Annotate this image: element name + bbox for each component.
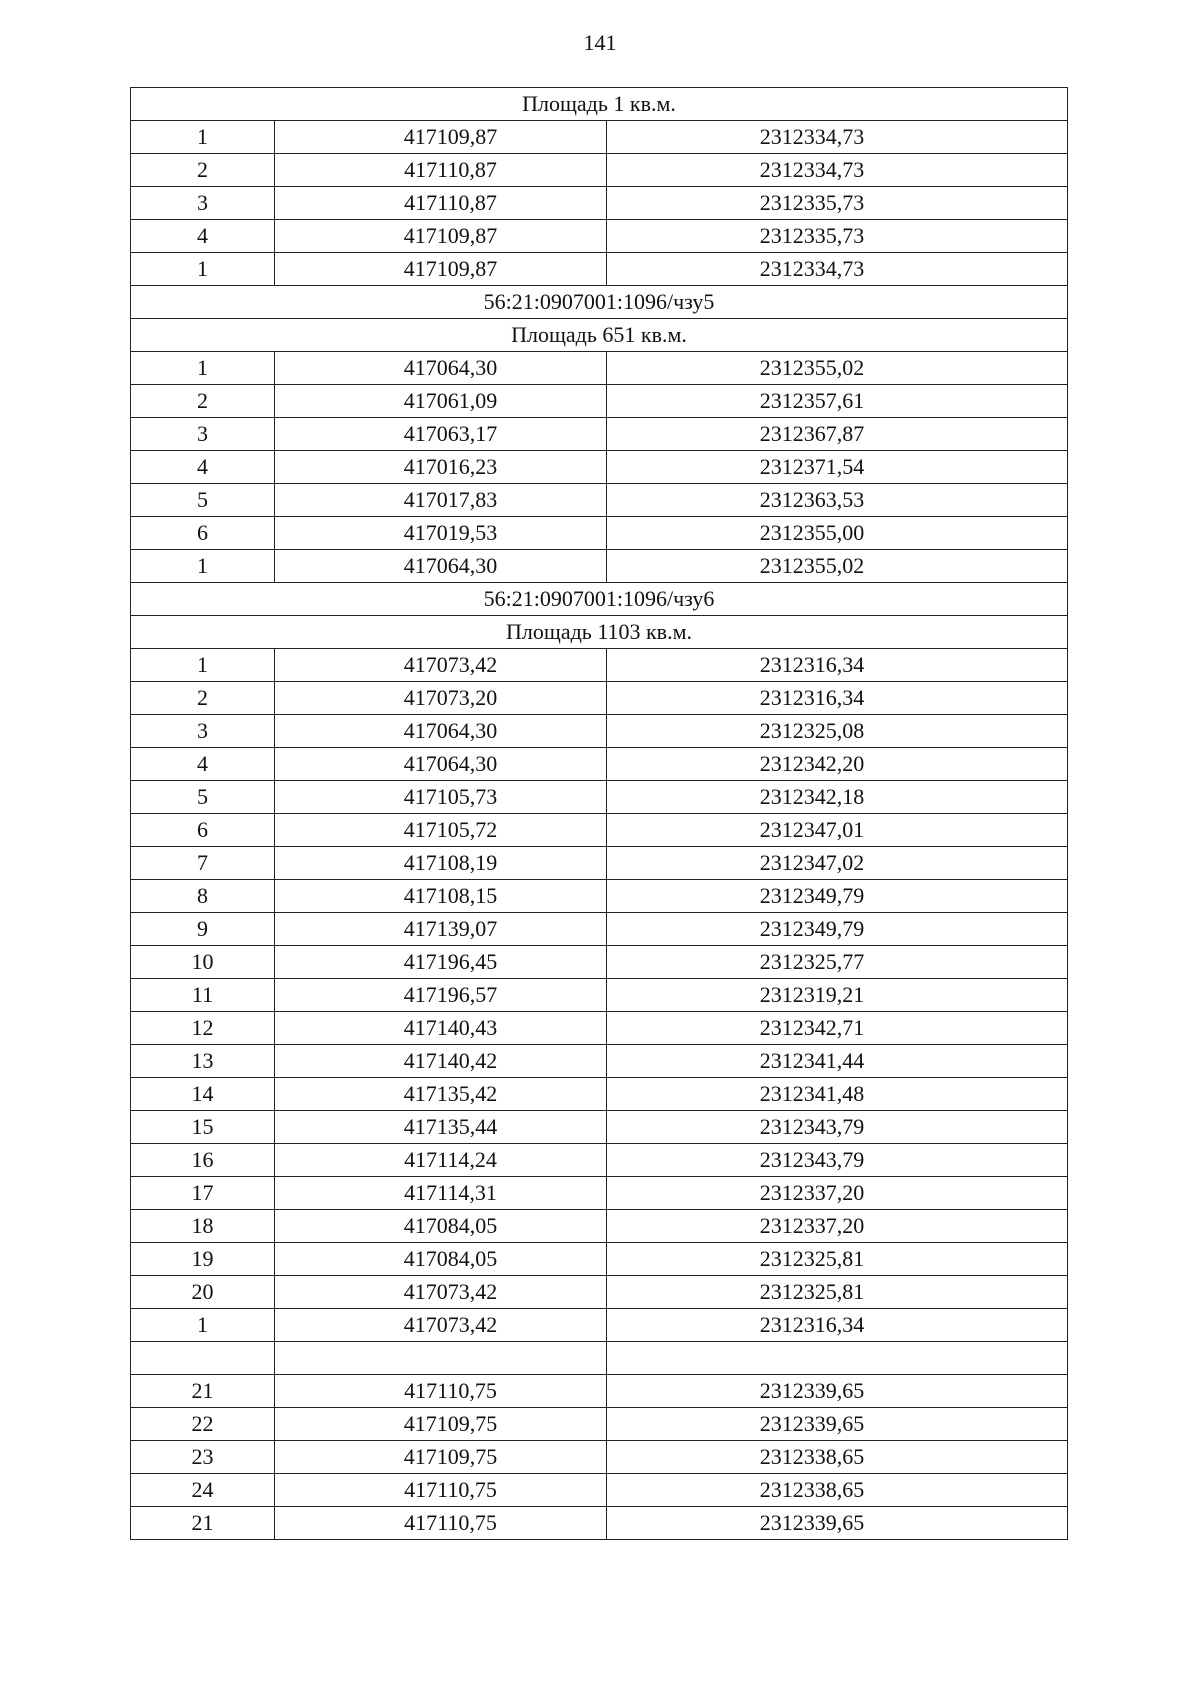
y-coordinate-cell: 2312337,20 [607, 1210, 1068, 1243]
x-coordinate-cell: 417135,44 [275, 1111, 607, 1144]
point-number-cell: 9 [131, 913, 275, 946]
table-row [131, 1507, 1068, 1540]
x-coordinate-cell: 417140,43 [275, 1012, 607, 1045]
y-coordinate-cell: 2312334,73 [607, 121, 1068, 154]
point-number-cell: 5 [131, 484, 275, 517]
x-coordinate-cell: 417196,57 [275, 979, 607, 1012]
coordinates-table-body [131, 88, 1068, 1540]
y-coordinate-cell: 2312316,34 [607, 1309, 1068, 1342]
x-coordinate-cell: 417084,05 [275, 1243, 607, 1276]
x-coordinate-cell: 417110,87 [275, 154, 607, 187]
y-coordinate-cell: 2312349,79 [607, 880, 1068, 913]
table-row [131, 418, 1068, 451]
table-row [131, 220, 1068, 253]
point-number-cell: 4 [131, 451, 275, 484]
section-header-row [131, 319, 1068, 352]
point-number-cell: 21 [131, 1375, 275, 1408]
point-number-cell: 3 [131, 187, 275, 220]
y-coordinate-cell: 2312363,53 [607, 484, 1068, 517]
x-coordinate-cell: 417063,17 [275, 418, 607, 451]
table-row [131, 1441, 1068, 1474]
x-coordinate-cell: 417108,19 [275, 847, 607, 880]
table-row [131, 1243, 1068, 1276]
y-coordinate-cell: 2312342,20 [607, 748, 1068, 781]
x-coordinate-cell: 417135,42 [275, 1078, 607, 1111]
point-number-cell: 12 [131, 1012, 275, 1045]
table-row [131, 1342, 1068, 1375]
point-number-cell: 6 [131, 814, 275, 847]
y-coordinate-cell: 2312334,73 [607, 253, 1068, 286]
y-coordinate-cell: 2312335,73 [607, 220, 1068, 253]
x-coordinate-cell: 417109,87 [275, 253, 607, 286]
x-coordinate-cell: 417108,15 [275, 880, 607, 913]
y-coordinate-cell: 2312316,34 [607, 649, 1068, 682]
point-number-cell: 1 [131, 1309, 275, 1342]
y-coordinate-cell: 2312347,01 [607, 814, 1068, 847]
x-coordinate-cell: 417019,53 [275, 517, 607, 550]
section-header-cell: Площадь 1 кв.м. [131, 88, 1068, 121]
table-row [131, 847, 1068, 880]
point-number-cell: 1 [131, 550, 275, 583]
table-row [131, 517, 1068, 550]
point-number-cell: 6 [131, 517, 275, 550]
y-coordinate-cell: 2312319,21 [607, 979, 1068, 1012]
y-coordinate-cell: 2312347,02 [607, 847, 1068, 880]
point-number-cell: 16 [131, 1144, 275, 1177]
y-coordinate-cell: 2312339,65 [607, 1408, 1068, 1441]
table-row [131, 913, 1068, 946]
point-number-cell: 2 [131, 385, 275, 418]
point-number-cell: 2 [131, 154, 275, 187]
x-coordinate-cell: 417061,09 [275, 385, 607, 418]
x-coordinate-cell: 417109,75 [275, 1408, 607, 1441]
section-header-row [131, 286, 1068, 319]
x-coordinate-cell: 417139,07 [275, 913, 607, 946]
x-coordinate-cell: 417114,31 [275, 1177, 607, 1210]
table-row [131, 979, 1068, 1012]
y-coordinate-cell: 2312325,77 [607, 946, 1068, 979]
x-coordinate-cell: 417110,75 [275, 1474, 607, 1507]
y-coordinate-cell: 2312343,79 [607, 1144, 1068, 1177]
table-row [131, 748, 1068, 781]
point-number-cell [131, 1342, 275, 1375]
y-coordinate-cell: 2312343,79 [607, 1111, 1068, 1144]
point-number-cell: 24 [131, 1474, 275, 1507]
point-number-cell: 11 [131, 979, 275, 1012]
table-row [131, 253, 1068, 286]
x-coordinate-cell: 417105,72 [275, 814, 607, 847]
section-header-row [131, 88, 1068, 121]
x-coordinate-cell: 417110,87 [275, 187, 607, 220]
table-row [131, 1375, 1068, 1408]
x-coordinate-cell: 417073,42 [275, 1276, 607, 1309]
x-coordinate-cell: 417016,23 [275, 451, 607, 484]
y-coordinate-cell: 2312325,08 [607, 715, 1068, 748]
table-row [131, 1144, 1068, 1177]
point-number-cell: 4 [131, 220, 275, 253]
x-coordinate-cell: 417140,42 [275, 1045, 607, 1078]
y-coordinate-cell: 2312316,34 [607, 682, 1068, 715]
table-row [131, 550, 1068, 583]
point-number-cell: 3 [131, 418, 275, 451]
point-number-cell: 15 [131, 1111, 275, 1144]
y-coordinate-cell: 2312367,87 [607, 418, 1068, 451]
table-row [131, 1276, 1068, 1309]
table-row [131, 1012, 1068, 1045]
x-coordinate-cell: 417109,87 [275, 220, 607, 253]
table-row [131, 1408, 1068, 1441]
point-number-cell: 18 [131, 1210, 275, 1243]
x-coordinate-cell: 417109,75 [275, 1441, 607, 1474]
point-number-cell: 1 [131, 121, 275, 154]
table-row [131, 880, 1068, 913]
table-row [131, 946, 1068, 979]
x-coordinate-cell: 417064,30 [275, 550, 607, 583]
y-coordinate-cell: 2312337,20 [607, 1177, 1068, 1210]
point-number-cell: 1 [131, 352, 275, 385]
y-coordinate-cell: 2312339,65 [607, 1375, 1068, 1408]
table-row [131, 484, 1068, 517]
y-coordinate-cell: 2312349,79 [607, 913, 1068, 946]
x-coordinate-cell: 417109,87 [275, 121, 607, 154]
point-number-cell: 20 [131, 1276, 275, 1309]
table-row [131, 814, 1068, 847]
x-coordinate-cell: 417064,30 [275, 715, 607, 748]
table-row [131, 1210, 1068, 1243]
table-row [131, 1177, 1068, 1210]
y-coordinate-cell: 2312339,65 [607, 1507, 1068, 1540]
point-number-cell: 13 [131, 1045, 275, 1078]
section-header-cell: Площадь 651 кв.м. [131, 319, 1068, 352]
section-header-cell: 56:21:0907001:1096/чзу6 [131, 583, 1068, 616]
point-number-cell: 17 [131, 1177, 275, 1210]
x-coordinate-cell: 417105,73 [275, 781, 607, 814]
point-number-cell: 2 [131, 682, 275, 715]
point-number-cell: 7 [131, 847, 275, 880]
y-coordinate-cell: 2312325,81 [607, 1243, 1068, 1276]
table-row [131, 385, 1068, 418]
point-number-cell: 4 [131, 748, 275, 781]
point-number-cell: 1 [131, 253, 275, 286]
table-row [131, 715, 1068, 748]
table-row [131, 187, 1068, 220]
y-coordinate-cell: 2312341,48 [607, 1078, 1068, 1111]
y-coordinate-cell: 2312371,54 [607, 451, 1068, 484]
table-row [131, 682, 1068, 715]
section-header-cell: Площадь 1103 кв.м. [131, 616, 1068, 649]
table-row [131, 1111, 1068, 1144]
y-coordinate-cell: 2312338,65 [607, 1474, 1068, 1507]
x-coordinate-cell: 417064,30 [275, 352, 607, 385]
x-coordinate-cell: 417084,05 [275, 1210, 607, 1243]
point-number-cell: 21 [131, 1507, 275, 1540]
x-coordinate-cell: 417017,83 [275, 484, 607, 517]
table-row [131, 121, 1068, 154]
y-coordinate-cell: 2312355,02 [607, 352, 1068, 385]
x-coordinate-cell: 417114,24 [275, 1144, 607, 1177]
x-coordinate-cell: 417073,42 [275, 649, 607, 682]
section-header-row [131, 583, 1068, 616]
point-number-cell: 3 [131, 715, 275, 748]
table-row [131, 781, 1068, 814]
y-coordinate-cell: 2312341,44 [607, 1045, 1068, 1078]
table-row [131, 1309, 1068, 1342]
section-header-cell: 56:21:0907001:1096/чзу5 [131, 286, 1068, 319]
y-coordinate-cell: 2312338,65 [607, 1441, 1068, 1474]
x-coordinate-cell: 417110,75 [275, 1507, 607, 1540]
y-coordinate-cell: 2312357,61 [607, 385, 1068, 418]
point-number-cell: 23 [131, 1441, 275, 1474]
point-number-cell: 19 [131, 1243, 275, 1276]
page-number: 141 [583, 30, 617, 55]
y-coordinate-cell: 2312355,00 [607, 517, 1068, 550]
x-coordinate-cell [275, 1342, 607, 1375]
x-coordinate-cell: 417110,75 [275, 1375, 607, 1408]
point-number-cell: 1 [131, 649, 275, 682]
y-coordinate-cell: 2312325,81 [607, 1276, 1068, 1309]
point-number-cell: 22 [131, 1408, 275, 1441]
y-coordinate-cell: 2312335,73 [607, 187, 1068, 220]
y-coordinate-cell: 2312355,02 [607, 550, 1068, 583]
y-coordinate-cell: 2312342,18 [607, 781, 1068, 814]
x-coordinate-cell: 417196,45 [275, 946, 607, 979]
point-number-cell: 5 [131, 781, 275, 814]
point-number-cell: 8 [131, 880, 275, 913]
y-coordinate-cell [607, 1342, 1068, 1375]
table-row [131, 154, 1068, 187]
x-coordinate-cell: 417064,30 [275, 748, 607, 781]
table-row [131, 1474, 1068, 1507]
y-coordinate-cell: 2312334,73 [607, 154, 1068, 187]
table-row [131, 1078, 1068, 1111]
point-number-cell: 10 [131, 946, 275, 979]
table-row [131, 1045, 1068, 1078]
table-row [131, 451, 1068, 484]
table-row [131, 649, 1068, 682]
section-header-row [131, 616, 1068, 649]
x-coordinate-cell: 417073,20 [275, 682, 607, 715]
table-row [131, 352, 1068, 385]
point-number-cell: 14 [131, 1078, 275, 1111]
x-coordinate-cell: 417073,42 [275, 1309, 607, 1342]
y-coordinate-cell: 2312342,71 [607, 1012, 1068, 1045]
coordinates-table [130, 87, 1068, 1540]
